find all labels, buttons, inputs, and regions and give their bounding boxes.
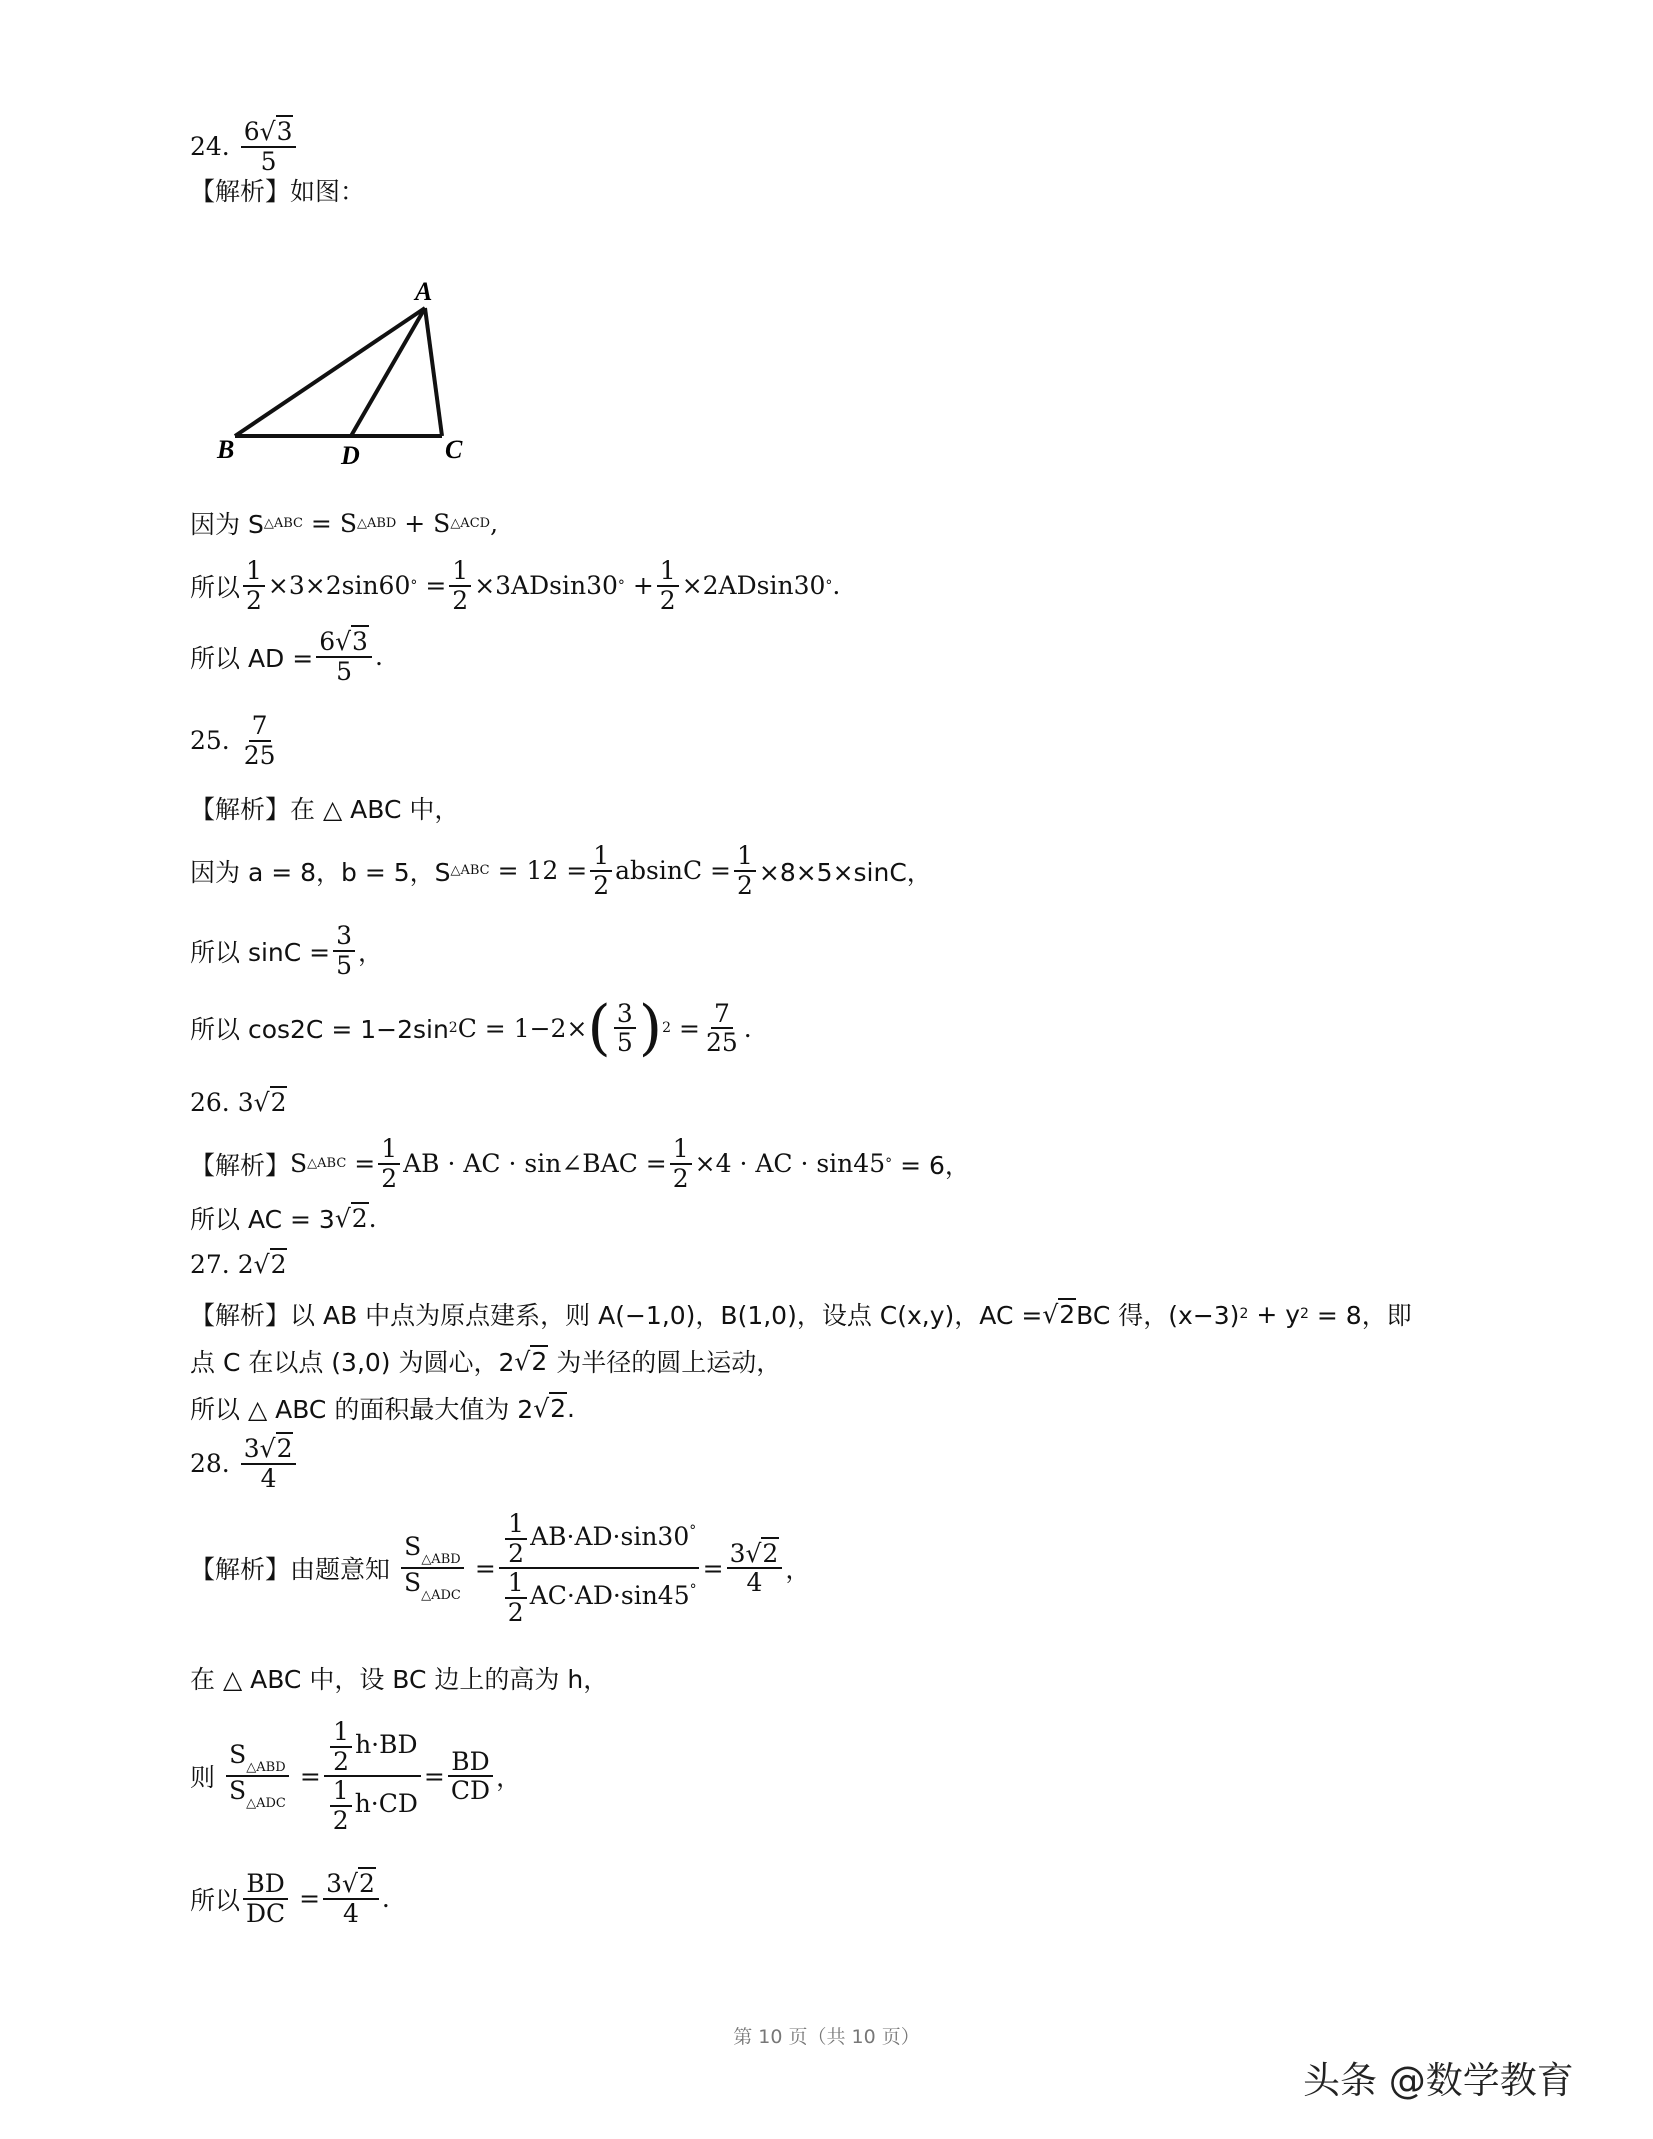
watermark: 头条 @数学教育 [1303,2059,1574,2102]
label-d: D [341,441,360,470]
q25-line3: 所以 cos2C = 1−2sin 2 C = 1−2× ( 3 5 ) 2 = $\frac{7}{25}$ . [190,993,752,1063]
q26-answer: 26. 3 √2 [190,1088,287,1117]
q25-answer: 25. 7 25 [190,711,276,770]
edge-ad [351,308,425,436]
edge-ac [425,308,442,436]
label-c: C [445,435,463,464]
q25-line2: 所以 sinC = $\frac{3}{5}$ ， [190,921,384,980]
q25-line1: 因为 a = 8，b = 5，S △ABC = 12 = $\frac{1}{2}$ absinC = $\frac{1}{2}$ ×8×5×sinC， [190,841,932,900]
q26-line1: 【解析】 S △ABC = $\frac{1}{2}$ AB · AC · sin∠BAC = $\frac{1}{2}$ ×4 · AC · sin45 ° = 6， [190,1134,970,1193]
q25-analysis-intro: 【解析】 在 △ ABC 中， [190,795,460,824]
q24-answer: 24. 6√3 5 [190,118,299,175]
page-footer: 第 10 页（共 10 页） [733,2026,920,2048]
q27-line2: 点 C 在以点 (3,0) 为圆心，2 √2 为半径的圆上运动， [190,1346,782,1377]
q28-line4: 所以 $\frac{BD}{DC}$ = $\frac{3√2}{4}$ . [190,1869,390,1928]
label-a: A [415,278,433,306]
q24-line3: 所以 AD = $\frac{6√3}{5}$ . [190,627,383,686]
q24-line1: 因为 S △ABC = S △ABD + S △ACD , [190,508,499,539]
q24-analysis-intro: 【解析】 如图： [190,177,366,206]
triangle-figure [205,278,475,473]
q28-line3: 则 $S_{\triangle ABD}$ $S_{\triangle ADC}$ = $\frac{1}{2}$ h·BD $\frac{1}{2}$ h·CD = $\frac{BD}{CD}$ ， [190,1717,522,1835]
label-b: B [217,435,235,464]
q27-line3: 所以 △ ABC 的面积最大值为 2 √2 . [190,1393,575,1424]
q27-line1: 【解析】 以 AB 中点为原点建系，则 A(−1,0)，B(1,0)，设点 C(x,y)，AC = √2 BC 得，(x−3) 2 + y 2 = 8，即 [190,1299,1412,1330]
q24-line2: 所以 $\frac{1}{2}$ ×3×2sin60 ° = $\frac{1}{2}$ ×3ADsin30 ° + $\frac{1}{2}$ ×2ADsin30 ° . [190,556,841,615]
q28-line1: 【解析】 由题意知 $S_{\triangle ABD}$ $S_{\triangle ADC}$ = $\frac{1}{2}$ AB·AD·sin30° $\frac{1}{2}$ AC·AD·sin45° = $\frac{3√2}{4}$ ， [190,1509,811,1627]
q28-line2: 在 △ ABC 中，设 BC 边上的高为 h， [190,1665,609,1694]
q28-answer: 28. 3√2 4 [190,1435,299,1492]
q27-answer: 27. 2 √2 [190,1250,287,1279]
edge-ab [235,308,425,436]
q26-line2: 所以 AC = 3 √2 . [190,1203,377,1234]
